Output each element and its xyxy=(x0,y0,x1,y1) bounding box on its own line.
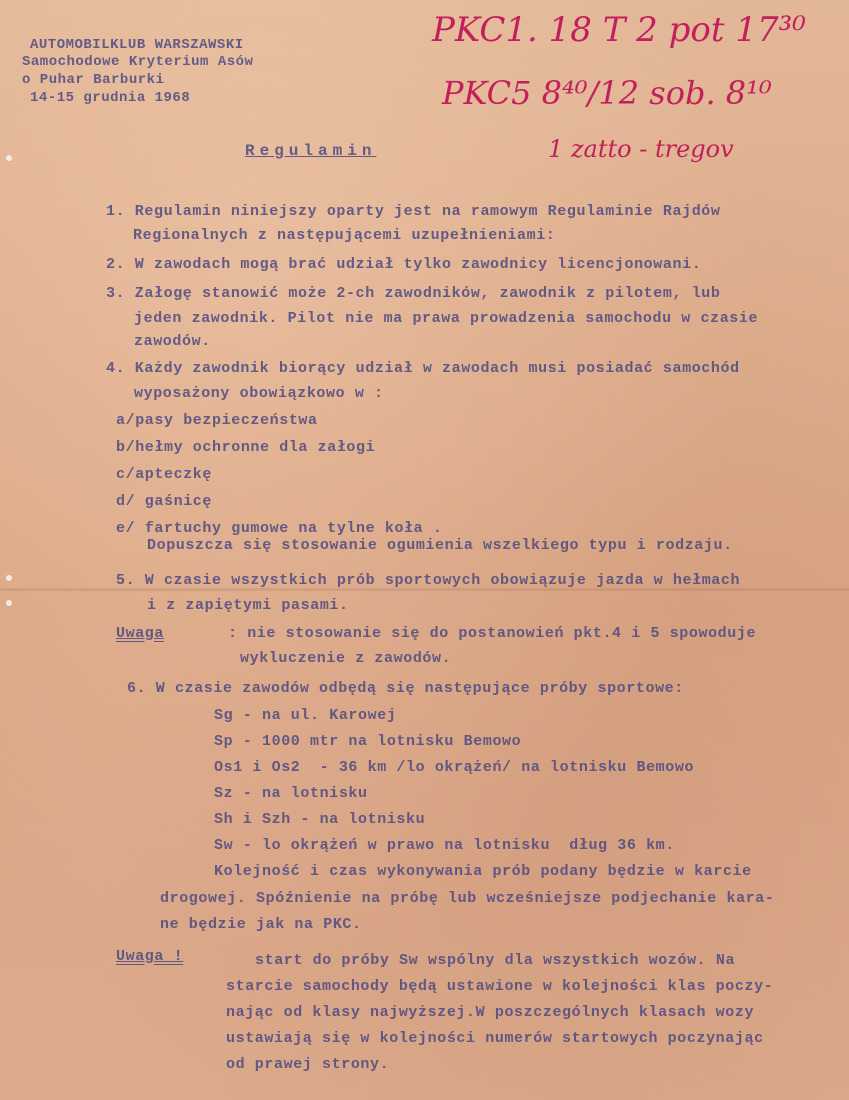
warning-2-line-a: start do próby Sw wspólny dla wszystkich wozów. Na xyxy=(255,952,736,969)
clause-6: 6. W czasie zawodów odbędą się następujące próby sportowe: xyxy=(127,680,684,697)
clause-5-line-b: i z zapiętymi pasami. xyxy=(147,597,349,614)
trial-sg: Sg - na ul. Karowej xyxy=(214,707,397,724)
equipment-item-e: e/ fartuchy gumowe na tylne koła . xyxy=(116,520,443,537)
punch-hole xyxy=(6,600,12,606)
equipment-item-c: c/apteczkę xyxy=(116,466,213,483)
trial-note-line-a: Kolejność i czas wykonywania prób podany będzie w karcie xyxy=(214,863,752,880)
clause-4-line-b: wyposażony obowiązkowo w : xyxy=(134,385,384,402)
equipment-item-a: a/pasy bezpieczeństwa xyxy=(116,412,318,429)
trial-note-line-b: drogowej. Spóźnienie na próbę lub wcześniejsze podjechanie kara- xyxy=(160,890,775,907)
trial-sz: Sz - na lotnisku xyxy=(214,785,368,802)
clause-4-line-a: 4. Każdy zawodnik biorący udział w zawodach musi posiadać samochód xyxy=(106,360,740,377)
handwritten-note-2: PKC5 8⁴⁰/12 sob. 8¹⁰ xyxy=(442,74,772,112)
warning-label-1: Uwaga xyxy=(116,625,165,642)
warning-1-line-a: : nie stosowanie się do postanowień pkt.4 i 5 spowoduje xyxy=(228,625,757,642)
handwritten-note-1: PKC1. 18 T 2 pot 17³⁰ xyxy=(432,10,806,50)
clause-3-line-a: 3. Załogę stanowić może 2-ch zawodników, zawodnik z pilotem, lub xyxy=(106,285,721,302)
handwritten-note-3: 1 zatto - tregov xyxy=(548,135,734,163)
trial-sp: Sp - 1000 mtr na lotnisku Bemowo xyxy=(214,733,522,750)
warning-1-line-b: wykluczenie z zawodów. xyxy=(240,650,452,667)
warning-label-2: Uwaga ! xyxy=(116,948,184,965)
warning-2-line-e: od prawej strony. xyxy=(226,1056,390,1073)
clause-3-line-b: jeden zawodnik. Pilot nie ma prawa prowadzenia samochodu w czasie xyxy=(134,310,759,327)
document-title: Regulamin xyxy=(245,142,377,160)
event-trophy: o Puhar Barburki xyxy=(22,72,165,88)
clause-1-line-a: 1. Regulamin niniejszy oparty jest na ramowym Regulaminie Rajdów xyxy=(106,203,721,220)
trial-os: Os1 i Os2 - 36 km /lo okrążeń/ na lotnisku Bemowo xyxy=(214,759,695,776)
trial-note-line-c: ne będzie jak na PKC. xyxy=(160,916,362,933)
trial-sw: Sw - lo okrążeń w prawo na lotnisku dług 36 km. xyxy=(214,837,675,854)
event-name: Samochodowe Kryterium Asów xyxy=(22,54,254,70)
punch-hole xyxy=(6,575,12,581)
clause-1-line-b: Regionalnych z następującemi uzupełnieniami: xyxy=(133,227,556,244)
clause-3-line-c: zawodów. xyxy=(134,333,211,350)
warning-2-line-d: ustawiają się w kolejności numerów startowych poczynając xyxy=(226,1030,764,1047)
event-date: 14-15 grudnia 1968 xyxy=(30,90,191,106)
warning-2-line-b: starcie samochody będą ustawione w kolejności klas poczy- xyxy=(226,978,774,995)
clause-5-line-a: 5. W czasie wszystkich prób sportowych obowiązuje jazda w hełmach xyxy=(116,572,741,589)
club-name: AUTOMOBILKLUB WARSZAWSKI xyxy=(30,37,244,53)
tyre-note: Dopuszcza się stosowanie ogumienia wszelkiego typu i rodzaju. xyxy=(147,537,733,554)
clause-2: 2. W zawodach mogą brać udział tylko zawodnicy licencjonowani. xyxy=(106,256,702,273)
trial-sh: Sh i Szh - na lotnisku xyxy=(214,811,426,828)
equipment-item-d: d/ gaśnicę xyxy=(116,493,213,510)
punch-hole xyxy=(6,155,12,161)
equipment-item-b: b/hełmy ochronne dla załogi xyxy=(116,439,376,456)
warning-2-line-c: nając od klasy najwyższej.W poszczególnych klasach wozy xyxy=(226,1004,755,1021)
